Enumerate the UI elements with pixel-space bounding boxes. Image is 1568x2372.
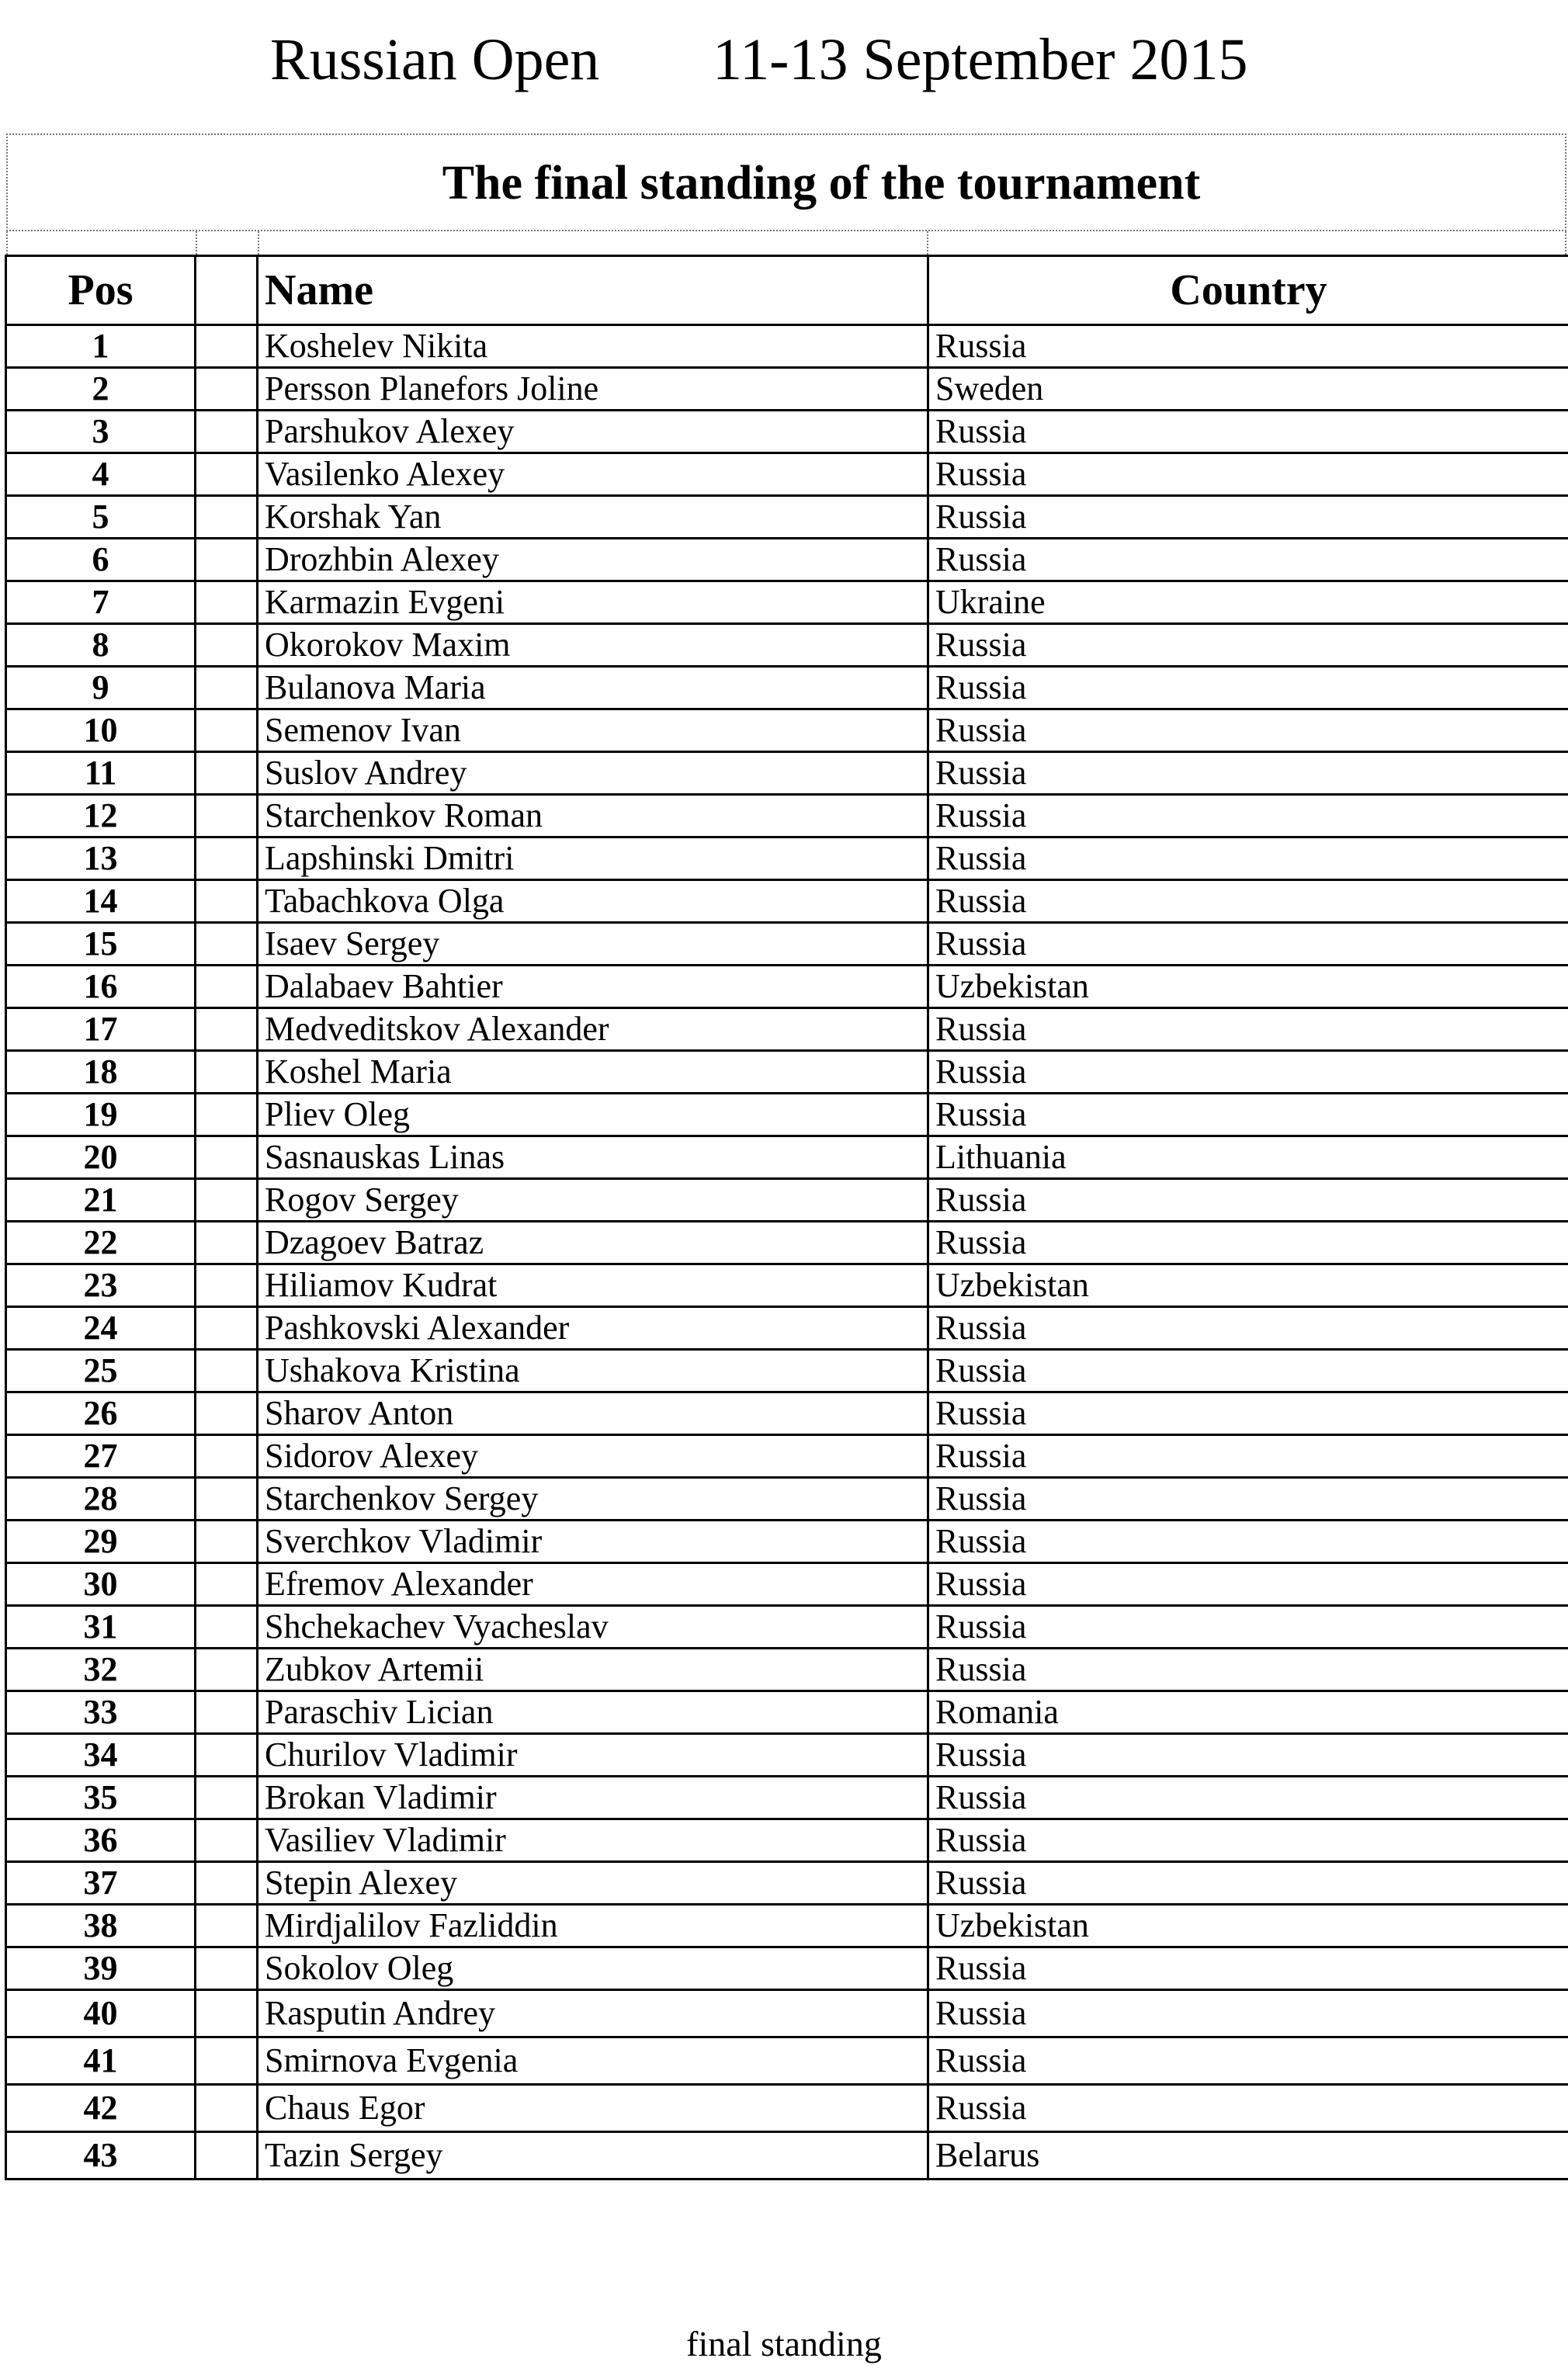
position-cell: 39 (6, 1947, 196, 1990)
blank-cell (196, 1649, 258, 1691)
table-row (6, 1222, 1568, 1264)
position-cell: 10 (6, 709, 196, 752)
player-name-cell: Starchenkov Roman (258, 795, 928, 837)
table-row (6, 923, 1568, 966)
blank-cell (196, 880, 258, 923)
player-name-cell: Isaev Sergey (258, 923, 928, 966)
blank-cell (196, 325, 258, 368)
country-cell: Russia (928, 325, 1568, 368)
table-row (6, 2085, 1568, 2132)
position-cell: 17 (6, 1008, 196, 1051)
country-cell: Russia (928, 1862, 1568, 1905)
position-cell: 25 (6, 1350, 196, 1392)
blank-cell (196, 1606, 258, 1649)
position-cell: 7 (6, 581, 196, 624)
table-row (6, 496, 1568, 539)
position-cell: 32 (6, 1649, 196, 1691)
country-cell: Belarus (928, 2132, 1568, 2180)
blank-cell (196, 1691, 258, 1734)
blank-cell (196, 496, 258, 539)
player-name-cell: Shchekachev Vyacheslav (258, 1606, 928, 1649)
table-row (6, 1691, 1568, 1734)
blank-cell (196, 2132, 258, 2180)
blank-cell (196, 1563, 258, 1606)
table-row (6, 1008, 1568, 1051)
position-cell: 33 (6, 1691, 196, 1734)
position-cell: 3 (6, 411, 196, 453)
table-row (6, 411, 1568, 453)
player-name-cell: Suslov Andrey (258, 752, 928, 795)
player-name-cell: Sasnauskas Linas (258, 1136, 928, 1179)
player-name-cell: Medveditskov Alexander (258, 1008, 928, 1051)
table-row (6, 667, 1568, 709)
table-row (6, 1478, 1568, 1521)
country-cell: Russia (928, 667, 1568, 709)
blank-cell (196, 581, 258, 624)
table-row (6, 453, 1568, 496)
table-row (6, 1862, 1568, 1905)
blank-cell (196, 1990, 258, 2037)
blank-cell (196, 667, 258, 709)
country-cell: Russia (928, 1947, 1568, 1990)
player-name-cell: Ushakova Kristina (258, 1350, 928, 1392)
position-cell: 21 (6, 1179, 196, 1222)
table-row (6, 1350, 1568, 1392)
country-cell: Russia (928, 837, 1568, 880)
position-cell: 11 (6, 752, 196, 795)
table-row (6, 795, 1568, 837)
table-row (6, 1264, 1568, 1307)
standings-table (5, 255, 1568, 2180)
player-name-cell: Korshak Yan (258, 496, 928, 539)
footer-caption: final standing (686, 2324, 882, 2363)
position-cell: 6 (6, 539, 196, 581)
column-header-country: Country (928, 256, 1568, 325)
country-cell: Russia (928, 1734, 1568, 1777)
player-name-cell: Koshel Maria (258, 1051, 928, 1094)
position-cell: 34 (6, 1734, 196, 1777)
country-cell: Russia (928, 1222, 1568, 1264)
country-cell: Uzbekistan (928, 966, 1568, 1008)
player-name-cell: Tazin Sergey (258, 2132, 928, 2180)
country-cell: Russia (928, 795, 1568, 837)
blank-cell (196, 1051, 258, 1094)
player-name-cell: Dzagoev Batraz (258, 1222, 928, 1264)
dotted-spacer-row (6, 231, 1566, 255)
position-cell: 42 (6, 2085, 196, 2132)
blank-cell (196, 923, 258, 966)
country-cell: Russia (928, 539, 1568, 581)
blank-cell (196, 1905, 258, 1947)
position-cell: 23 (6, 1264, 196, 1307)
player-name-cell: Smirnova Evgenia (258, 2037, 928, 2085)
column-header-pos: Pos (6, 256, 196, 325)
country-cell: Lithuania (928, 1136, 1568, 1179)
position-cell: 29 (6, 1521, 196, 1563)
position-cell: 41 (6, 2037, 196, 2085)
player-name-cell: Brokan Vladimir (258, 1777, 928, 1819)
player-name-cell: Efremov Alexander (258, 1563, 928, 1606)
country-cell: Russia (928, 1008, 1568, 1051)
position-cell: 13 (6, 837, 196, 880)
player-name-cell: Mirdjalilov Fazliddin (258, 1905, 928, 1947)
player-name-cell: Paraschiv Lician (258, 1691, 928, 1734)
blank-cell (196, 368, 258, 411)
table-row (6, 1051, 1568, 1094)
table-row (6, 966, 1568, 1008)
position-cell: 16 (6, 966, 196, 1008)
position-cell: 26 (6, 1392, 196, 1435)
country-cell: Russia (928, 1094, 1568, 1136)
table-row (6, 1136, 1568, 1179)
table-row (6, 1905, 1568, 1947)
player-name-cell: Tabachkova Olga (258, 880, 928, 923)
player-name-cell: Stepin Alexey (258, 1862, 928, 1905)
table-row (6, 837, 1568, 880)
table-row (6, 1819, 1568, 1862)
player-name-cell: Vasiliev Vladimir (258, 1819, 928, 1862)
blank-cell (196, 709, 258, 752)
blank-cell (196, 1734, 258, 1777)
player-name-cell: Drozhbin Alexey (258, 539, 928, 581)
blank-cell (196, 837, 258, 880)
player-name-cell: Persson Planefors Joline (258, 368, 928, 411)
table-row (6, 1521, 1568, 1563)
blank-cell (196, 752, 258, 795)
blank-cell (196, 453, 258, 496)
event-dates: 11-13 September 2015 (713, 27, 1248, 92)
table-row (6, 539, 1568, 581)
table-row (6, 1990, 1568, 2037)
blank-cell (196, 1819, 258, 1862)
table-row (6, 325, 1568, 368)
country-cell: Ukraine (928, 581, 1568, 624)
blank-cell (196, 1862, 258, 1905)
table-row (6, 1392, 1568, 1435)
player-name-cell: Pashkovski Alexander (258, 1307, 928, 1350)
standings-subtitle: The final standing of the tournament (442, 157, 1201, 210)
country-cell: Russia (928, 1350, 1568, 1392)
position-cell: 1 (6, 325, 196, 368)
blank-cell (196, 1478, 258, 1521)
player-name-cell: Rogov Sergey (258, 1179, 928, 1222)
country-cell: Russia (928, 1392, 1568, 1435)
position-cell: 30 (6, 1563, 196, 1606)
table-row (6, 1777, 1568, 1819)
table-row (6, 1606, 1568, 1649)
column-header-name: Name (258, 256, 928, 325)
blank-cell (196, 966, 258, 1008)
table-row (6, 624, 1568, 667)
player-name-cell: Sokolov Oleg (258, 1947, 928, 1990)
table-row (6, 368, 1568, 411)
blank-cell (196, 2085, 258, 2132)
country-cell: Russia (928, 1179, 1568, 1222)
country-cell: Russia (928, 2085, 1568, 2132)
blank-cell (196, 1435, 258, 1478)
player-name-cell: Chaus Egor (258, 2085, 928, 2132)
country-cell: Russia (928, 1819, 1568, 1862)
country-cell: Russia (928, 2037, 1568, 2085)
position-cell: 27 (6, 1435, 196, 1478)
position-cell: 12 (6, 795, 196, 837)
position-cell: 18 (6, 1051, 196, 1094)
country-cell: Uzbekistan (928, 1905, 1568, 1947)
country-cell: Russia (928, 1051, 1568, 1094)
table-row (6, 1094, 1568, 1136)
position-cell: 36 (6, 1819, 196, 1862)
player-name-cell: Okorokov Maxim (258, 624, 928, 667)
blank-cell (196, 1179, 258, 1222)
position-cell: 4 (6, 453, 196, 496)
position-cell: 24 (6, 1307, 196, 1350)
blank-cell (196, 2037, 258, 2085)
country-cell: Russia (928, 1435, 1568, 1478)
table-row (6, 1563, 1568, 1606)
player-name-cell: Pliev Oleg (258, 1094, 928, 1136)
blank-cell (196, 624, 258, 667)
country-cell: Russia (928, 411, 1568, 453)
position-cell: 43 (6, 2132, 196, 2180)
position-cell: 40 (6, 1990, 196, 2037)
player-name-cell: Parshukov Alexey (258, 411, 928, 453)
country-cell: Russia (928, 1990, 1568, 2037)
player-name-cell: Sharov Anton (258, 1392, 928, 1435)
player-name-cell: Starchenkov Sergey (258, 1478, 928, 1521)
blank-cell (196, 539, 258, 581)
player-name-cell: Sidorov Alexey (258, 1435, 928, 1478)
table-row (6, 752, 1568, 795)
position-cell: 38 (6, 1905, 196, 1947)
position-cell: 31 (6, 1606, 196, 1649)
country-cell: Russia (928, 1478, 1568, 1521)
standings-banner (6, 134, 1566, 231)
table-row (6, 1947, 1568, 1990)
player-name-cell: Vasilenko Alexey (258, 453, 928, 496)
player-name-cell: Dalabaev Bahtier (258, 966, 928, 1008)
blank-cell (196, 1307, 258, 1350)
player-name-cell: Hiliamov Kudrat (258, 1264, 928, 1307)
blank-cell (196, 411, 258, 453)
table-row (6, 1307, 1568, 1350)
page-title (0, 17, 1568, 102)
table-row (6, 1179, 1568, 1222)
player-name-cell: Rasputin Andrey (258, 1990, 928, 2037)
blank-cell (196, 1222, 258, 1264)
blank-cell (196, 1008, 258, 1051)
blank-cell (196, 1947, 258, 1990)
position-cell: 2 (6, 368, 196, 411)
position-cell: 15 (6, 923, 196, 966)
player-name-cell: Churilov Vladimir (258, 1734, 928, 1777)
country-cell: Russia (928, 1307, 1568, 1350)
position-cell: 14 (6, 880, 196, 923)
country-cell: Russia (928, 1606, 1568, 1649)
country-cell: Russia (928, 1563, 1568, 1606)
column-header-blank (196, 256, 258, 325)
position-cell: 37 (6, 1862, 196, 1905)
table-row (6, 880, 1568, 923)
country-cell: Romania (928, 1691, 1568, 1734)
standings-body (6, 325, 1568, 2180)
country-cell: Russia (928, 709, 1568, 752)
player-name-cell: Sverchkov Vladimir (258, 1521, 928, 1563)
position-cell: 19 (6, 1094, 196, 1136)
blank-cell (196, 1094, 258, 1136)
country-cell: Russia (928, 496, 1568, 539)
table-header-row (6, 256, 1568, 325)
country-cell: Russia (928, 923, 1568, 966)
table-row (6, 709, 1568, 752)
position-cell: 28 (6, 1478, 196, 1521)
player-name-cell: Karmazin Evgeni (258, 581, 928, 624)
position-cell: 35 (6, 1777, 196, 1819)
country-cell: Russia (928, 624, 1568, 667)
table-row (6, 581, 1568, 624)
blank-cell (196, 1264, 258, 1307)
country-cell: Uzbekistan (928, 1264, 1568, 1307)
event-name: Russian Open (270, 27, 600, 92)
table-row (6, 2037, 1568, 2085)
position-cell: 22 (6, 1222, 196, 1264)
country-cell: Russia (928, 880, 1568, 923)
position-cell: 20 (6, 1136, 196, 1179)
table-row (6, 2132, 1568, 2180)
country-cell: Sweden (928, 368, 1568, 411)
player-name-cell: Koshelev Nikita (258, 325, 928, 368)
blank-cell (196, 1136, 258, 1179)
country-cell: Russia (928, 1649, 1568, 1691)
country-cell: Russia (928, 752, 1568, 795)
player-name-cell: Bulanova Maria (258, 667, 928, 709)
player-name-cell: Semenov Ivan (258, 709, 928, 752)
table-row (6, 1649, 1568, 1691)
position-cell: 5 (6, 496, 196, 539)
table-row (6, 1734, 1568, 1777)
blank-cell (196, 1392, 258, 1435)
country-cell: Russia (928, 1777, 1568, 1819)
blank-cell (196, 1350, 258, 1392)
country-cell: Russia (928, 1521, 1568, 1563)
blank-cell (196, 1521, 258, 1563)
country-cell: Russia (928, 453, 1568, 496)
player-name-cell: Zubkov Artemii (258, 1649, 928, 1691)
player-name-cell: Lapshinski Dmitri (258, 837, 928, 880)
position-cell: 8 (6, 624, 196, 667)
blank-cell (196, 795, 258, 837)
blank-cell (196, 1777, 258, 1819)
table-row (6, 1435, 1568, 1478)
position-cell: 9 (6, 667, 196, 709)
